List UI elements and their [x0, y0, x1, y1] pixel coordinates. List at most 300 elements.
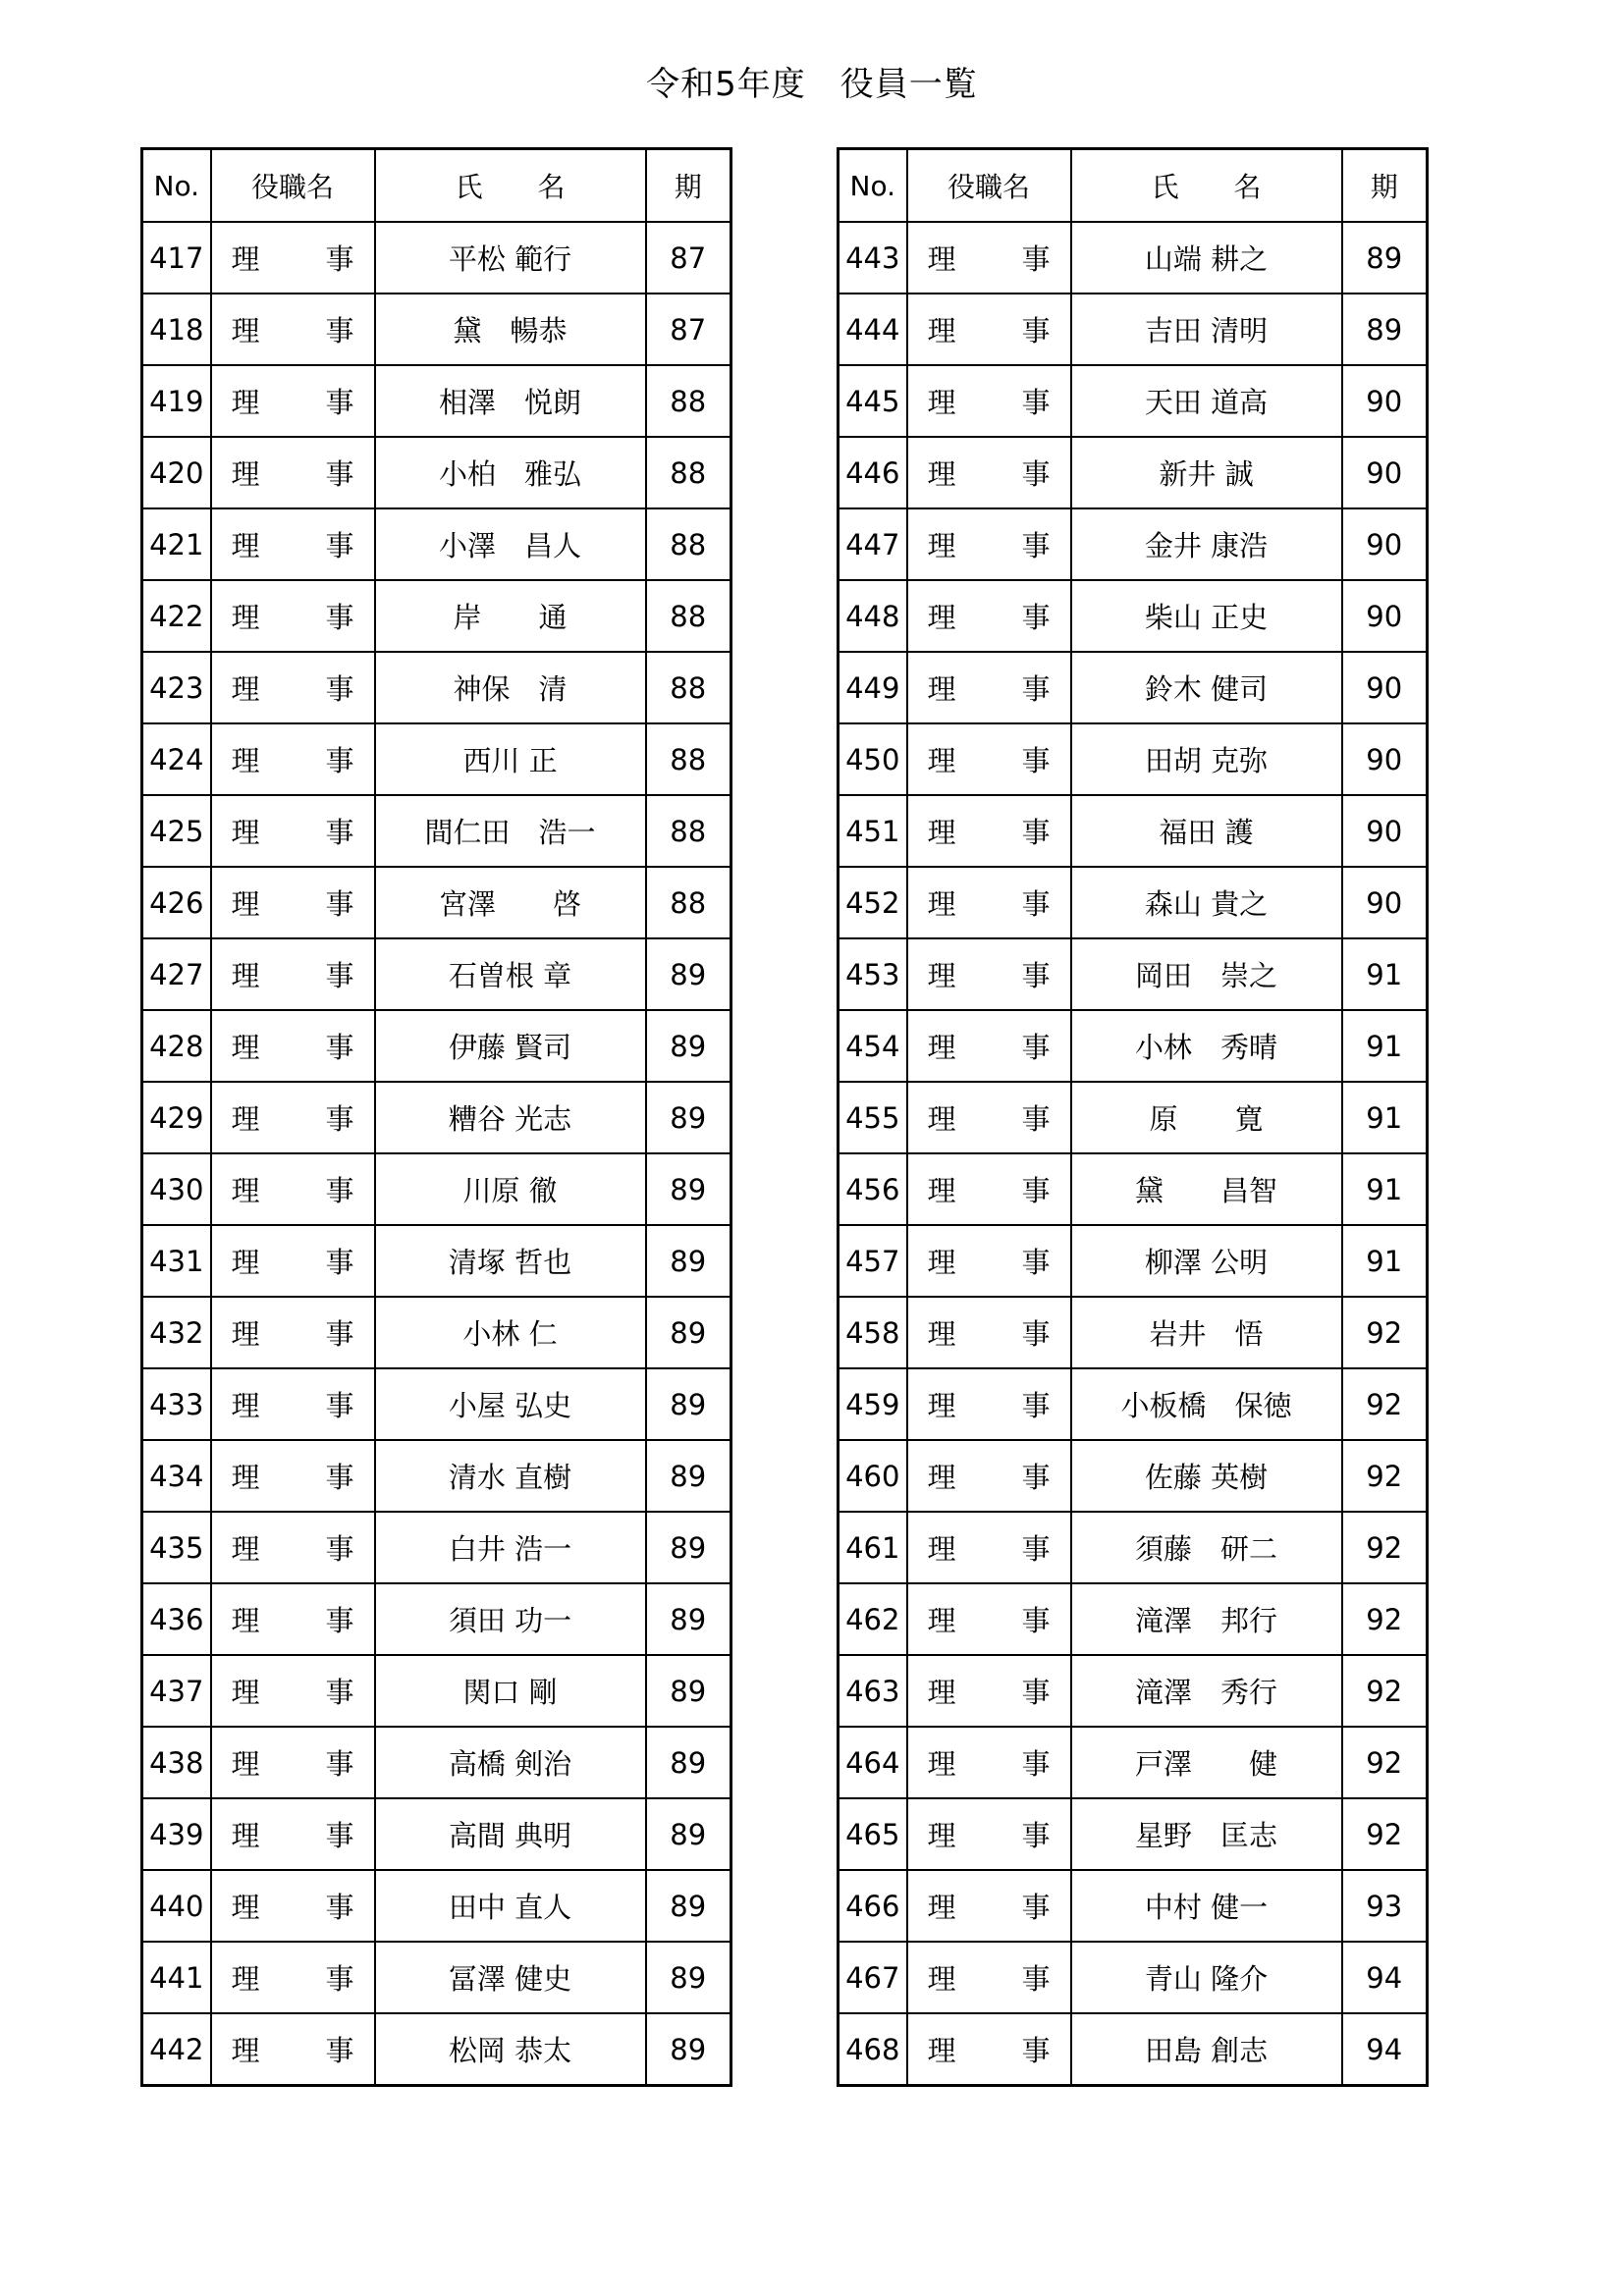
cell-role: [211, 867, 375, 938]
cell-name: 清塚 哲也: [375, 1225, 646, 1297]
role-char: 事: [1021, 1174, 1051, 1207]
role-char: 事: [325, 672, 354, 706]
cell-name: 須田 功一: [375, 1583, 646, 1655]
table-row: [142, 1440, 731, 1512]
table-row: [142, 1153, 731, 1225]
cell-term: 89: [646, 1010, 731, 1082]
role-char: 理: [231, 529, 260, 562]
role-char: 理: [927, 1389, 956, 1422]
table-row: [839, 508, 1428, 580]
role-char: 事: [1021, 1676, 1051, 1709]
cell-term: 89: [646, 1297, 731, 1368]
cell-no: 457: [839, 1225, 907, 1297]
cell-term: 92: [1342, 1512, 1428, 1583]
cell-no: 417: [142, 222, 211, 294]
cell-no: 429: [142, 1082, 211, 1153]
role-char: 理: [231, 314, 260, 347]
cell-term: 87: [646, 294, 731, 365]
role-char: 事: [1021, 1747, 1051, 1781]
cell-term: 89: [646, 1798, 731, 1870]
cell-term: 88: [646, 652, 731, 723]
role-char: 理: [231, 672, 260, 706]
cell-name: 森山 貴之: [1071, 867, 1342, 938]
table-row: [839, 2013, 1428, 2086]
cell-role: [907, 508, 1071, 580]
role-char: 理: [231, 1246, 260, 1279]
cell-name: 吉田 清明: [1071, 294, 1342, 365]
cell-no: 439: [142, 1798, 211, 1870]
role-char: 理: [927, 2034, 956, 2067]
cell-name: 須藤 研二: [1071, 1512, 1342, 1583]
role-char: 事: [325, 887, 354, 921]
cell-no: 425: [142, 795, 211, 867]
table-row: [839, 1798, 1428, 1870]
cell-term: 92: [1342, 1655, 1428, 1727]
table-row: [839, 1082, 1428, 1153]
table-row: [839, 580, 1428, 652]
table-row: [839, 1297, 1428, 1368]
role-char: 事: [1021, 1461, 1051, 1494]
table-row: [839, 1368, 1428, 1440]
role-char: 理: [231, 1031, 260, 1064]
cell-name: 星野 匡志: [1071, 1798, 1342, 1870]
cell-no: 465: [839, 1798, 907, 1870]
cell-role: [907, 1368, 1071, 1440]
cell-role: [211, 795, 375, 867]
cell-term: 90: [1342, 437, 1428, 508]
role-char: 事: [1021, 1246, 1051, 1279]
cell-role: [907, 1440, 1071, 1512]
cell-term: 88: [646, 437, 731, 508]
cell-role: [907, 1010, 1071, 1082]
cell-term: 89: [646, 1870, 731, 1942]
role-char: 理: [927, 601, 956, 634]
table-row: [142, 1655, 731, 1727]
cell-no: 443: [839, 222, 907, 294]
role-char: 理: [927, 1962, 956, 1996]
role-char: 事: [325, 1891, 354, 1924]
header-name: 氏 名: [1071, 149, 1342, 223]
cell-name: 新井 誠: [1071, 437, 1342, 508]
table-row: [142, 938, 731, 1010]
role-char: 理: [231, 1102, 260, 1136]
cell-name: 関口 剛: [375, 1655, 646, 1727]
cell-name: 伊藤 賢司: [375, 1010, 646, 1082]
cell-term: 88: [646, 365, 731, 437]
table-row: [839, 795, 1428, 867]
cell-role: [211, 365, 375, 437]
cell-term: 90: [1342, 652, 1428, 723]
cell-role: [907, 1082, 1071, 1153]
header-role: 役職名: [211, 149, 375, 223]
table-row: [839, 867, 1428, 938]
table-header-row: [839, 149, 1428, 223]
role-char: 事: [325, 744, 354, 777]
cell-name: 鈴木 健司: [1071, 652, 1342, 723]
role-char: 事: [325, 1102, 354, 1136]
table-row: [142, 1942, 731, 2013]
cell-name: 神保 清: [375, 652, 646, 723]
table-row: [142, 1870, 731, 1942]
cell-term: 89: [646, 1655, 731, 1727]
cell-term: 89: [1342, 222, 1428, 294]
cell-term: 88: [646, 723, 731, 795]
role-char: 事: [1021, 1604, 1051, 1637]
cell-role: [211, 1440, 375, 1512]
cell-no: 440: [142, 1870, 211, 1942]
cell-name: 田中 直人: [375, 1870, 646, 1942]
role-char: 事: [1021, 1819, 1051, 1852]
cell-term: 92: [1342, 1727, 1428, 1798]
cell-term: 89: [646, 1225, 731, 1297]
table-row: [839, 437, 1428, 508]
cell-name: 高橋 剣治: [375, 1727, 646, 1798]
role-char: 理: [231, 1676, 260, 1709]
header-no: No.: [142, 149, 211, 223]
role-char: 理: [927, 959, 956, 992]
role-char: 理: [231, 242, 260, 276]
cell-role: [907, 1512, 1071, 1583]
table-row: [142, 867, 731, 938]
cell-role: [907, 867, 1071, 938]
cell-no: 459: [839, 1368, 907, 1440]
cell-name: 白井 浩一: [375, 1512, 646, 1583]
cell-role: [211, 1153, 375, 1225]
role-char: 理: [927, 1532, 956, 1566]
role-char: 理: [231, 887, 260, 921]
role-char: 理: [927, 529, 956, 562]
role-char: 事: [1021, 2034, 1051, 2067]
cell-role: [907, 1727, 1071, 1798]
cell-no: 433: [142, 1368, 211, 1440]
cell-no: 421: [142, 508, 211, 580]
cell-name: 小板橋 保徳: [1071, 1368, 1342, 1440]
table-row: [839, 723, 1428, 795]
role-char: 理: [231, 1532, 260, 1566]
officer-table-left: [140, 147, 732, 2087]
cell-name: 田島 創志: [1071, 2013, 1342, 2086]
cell-name: 柴山 正史: [1071, 580, 1342, 652]
table-body: [839, 222, 1428, 2086]
role-char: 理: [927, 1246, 956, 1279]
cell-name: 川原 徹: [375, 1153, 646, 1225]
cell-term: 89: [646, 1368, 731, 1440]
role-char: 事: [325, 1819, 354, 1852]
cell-name: 黛 暢恭: [375, 294, 646, 365]
cell-term: 90: [1342, 795, 1428, 867]
cell-name: 佐藤 英樹: [1071, 1440, 1342, 1512]
table-row: [839, 1440, 1428, 1512]
cell-no: 464: [839, 1727, 907, 1798]
cell-name: 平松 範行: [375, 222, 646, 294]
table-row: [839, 294, 1428, 365]
cell-no: 442: [142, 2013, 211, 2086]
cell-name: 天田 道高: [1071, 365, 1342, 437]
header-name: 氏 名: [375, 149, 646, 223]
cell-name: 宮澤 啓: [375, 867, 646, 938]
cell-no: 456: [839, 1153, 907, 1225]
cell-term: 89: [646, 938, 731, 1010]
cell-name: 黛 昌智: [1071, 1153, 1342, 1225]
role-char: 理: [927, 1604, 956, 1637]
role-char: 事: [325, 601, 354, 634]
cell-no: 444: [839, 294, 907, 365]
cell-name: 田胡 克弥: [1071, 723, 1342, 795]
cell-name: 小林 秀晴: [1071, 1010, 1342, 1082]
cell-name: 小柏 雅弘: [375, 437, 646, 508]
cell-no: 460: [839, 1440, 907, 1512]
role-char: 事: [325, 386, 354, 419]
table-row: [142, 1512, 731, 1583]
cell-no: 466: [839, 1870, 907, 1942]
cell-term: 89: [646, 2013, 731, 2086]
cell-no: 422: [142, 580, 211, 652]
header-term: 期: [1342, 149, 1428, 223]
cell-no: 463: [839, 1655, 907, 1727]
cell-term: 90: [1342, 867, 1428, 938]
role-char: 事: [1021, 1891, 1051, 1924]
cell-name: 滝澤 秀行: [1071, 1655, 1342, 1727]
role-char: 事: [325, 1174, 354, 1207]
table-row: [142, 652, 731, 723]
cell-term: 90: [1342, 508, 1428, 580]
cell-no: 454: [839, 1010, 907, 1082]
role-char: 理: [927, 1102, 956, 1136]
cell-name: 金井 康浩: [1071, 508, 1342, 580]
cell-name: 小澤 昌人: [375, 508, 646, 580]
cell-name: 福田 護: [1071, 795, 1342, 867]
role-char: 理: [927, 1819, 956, 1852]
role-char: 事: [1021, 816, 1051, 849]
cell-term: 93: [1342, 1870, 1428, 1942]
cell-role: [907, 1655, 1071, 1727]
role-char: 事: [325, 1747, 354, 1781]
cell-term: 94: [1342, 2013, 1428, 2086]
role-char: 事: [325, 529, 354, 562]
cell-no: 435: [142, 1512, 211, 1583]
cell-term: 92: [1342, 1583, 1428, 1655]
cell-term: 91: [1342, 1082, 1428, 1153]
cell-no: 427: [142, 938, 211, 1010]
cell-no: 438: [142, 1727, 211, 1798]
cell-role: [211, 1583, 375, 1655]
cell-no: 455: [839, 1082, 907, 1153]
cell-no: 420: [142, 437, 211, 508]
table-row: [839, 1942, 1428, 2013]
role-char: 事: [325, 1532, 354, 1566]
cell-role: [211, 1942, 375, 2013]
role-char: 事: [325, 2034, 354, 2067]
cell-no: 436: [142, 1583, 211, 1655]
cell-role: [211, 1798, 375, 1870]
cell-name: 西川 正: [375, 723, 646, 795]
role-char: 事: [1021, 1532, 1051, 1566]
role-char: 理: [927, 1676, 956, 1709]
cell-role: [211, 508, 375, 580]
cell-term: 89: [1342, 294, 1428, 365]
cell-name: 清水 直樹: [375, 1440, 646, 1512]
cell-term: 90: [1342, 365, 1428, 437]
cell-role: [211, 652, 375, 723]
cell-role: [211, 294, 375, 365]
cell-term: 92: [1342, 1440, 1428, 1512]
header-term: 期: [646, 149, 731, 223]
cell-role: [211, 1082, 375, 1153]
table-row: [839, 1583, 1428, 1655]
role-char: 事: [1021, 887, 1051, 921]
cell-no: 448: [839, 580, 907, 652]
cell-no: 437: [142, 1655, 211, 1727]
cell-role: [907, 795, 1071, 867]
role-char: 理: [927, 672, 956, 706]
role-char: 理: [927, 1891, 956, 1924]
role-char: 理: [927, 1031, 956, 1064]
role-char: 理: [927, 887, 956, 921]
table-row: [142, 1297, 731, 1368]
cell-name: 岸 通: [375, 580, 646, 652]
role-char: 事: [325, 1031, 354, 1064]
cell-name: 間仁田 浩一: [375, 795, 646, 867]
table-row: [839, 1225, 1428, 1297]
cell-role: [907, 437, 1071, 508]
cell-role: [907, 652, 1071, 723]
cell-no: 423: [142, 652, 211, 723]
table-row: [839, 938, 1428, 1010]
cell-no: 449: [839, 652, 907, 723]
cell-no: 441: [142, 1942, 211, 2013]
role-char: 事: [325, 1962, 354, 1996]
cell-no: 467: [839, 1942, 907, 2013]
role-char: 理: [927, 744, 956, 777]
cell-role: [907, 1297, 1071, 1368]
cell-role: [907, 1153, 1071, 1225]
cell-role: [211, 938, 375, 1010]
cell-name: 中村 健一: [1071, 1870, 1342, 1942]
cell-no: 446: [839, 437, 907, 508]
cell-name: 石曽根 章: [375, 938, 646, 1010]
table-row: [142, 508, 731, 580]
cell-name: 岡田 崇之: [1071, 938, 1342, 1010]
cell-role: [907, 1583, 1071, 1655]
role-char: 事: [325, 1604, 354, 1637]
role-char: 事: [1021, 1317, 1051, 1351]
table-row: [839, 222, 1428, 294]
role-char: 事: [1021, 242, 1051, 276]
table-row: [839, 1010, 1428, 1082]
role-char: 理: [927, 457, 956, 491]
role-char: 理: [927, 816, 956, 849]
cell-no: 445: [839, 365, 907, 437]
cell-term: 89: [646, 1440, 731, 1512]
cell-no: 426: [142, 867, 211, 938]
cell-role: [907, 1225, 1071, 1297]
cell-term: 89: [646, 1727, 731, 1798]
role-char: 事: [325, 1317, 354, 1351]
cell-role: [211, 1727, 375, 1798]
officer-table-right: [837, 147, 1429, 2087]
cell-role: [907, 580, 1071, 652]
cell-term: 88: [646, 795, 731, 867]
role-char: 理: [231, 457, 260, 491]
role-char: 事: [325, 1246, 354, 1279]
cell-name: 小屋 弘史: [375, 1368, 646, 1440]
role-char: 理: [231, 1317, 260, 1351]
cell-role: [907, 938, 1071, 1010]
cell-term: 88: [646, 508, 731, 580]
role-char: 事: [325, 1389, 354, 1422]
table-row: [142, 1727, 731, 1798]
cell-term: 94: [1342, 1942, 1428, 2013]
role-char: 事: [1021, 314, 1051, 347]
role-char: 事: [1021, 1102, 1051, 1136]
role-char: 事: [1021, 1031, 1051, 1064]
cell-no: 447: [839, 508, 907, 580]
table-row: [839, 365, 1428, 437]
table-row: [142, 365, 731, 437]
table-row: [839, 1870, 1428, 1942]
role-char: 事: [325, 1676, 354, 1709]
cell-no: 419: [142, 365, 211, 437]
cell-term: 91: [1342, 938, 1428, 1010]
cell-name: 戸澤 健: [1071, 1727, 1342, 1798]
cell-no: 431: [142, 1225, 211, 1297]
role-char: 事: [1021, 386, 1051, 419]
role-char: 事: [1021, 959, 1051, 992]
cell-role: [211, 1225, 375, 1297]
cell-term: 89: [646, 1512, 731, 1583]
cell-no: 450: [839, 723, 907, 795]
role-char: 理: [927, 242, 956, 276]
cell-name: 山端 耕之: [1071, 222, 1342, 294]
role-char: 事: [325, 959, 354, 992]
table-row: [839, 1655, 1428, 1727]
cell-no: 458: [839, 1297, 907, 1368]
role-char: 理: [231, 1891, 260, 1924]
table-row: [839, 1153, 1428, 1225]
role-char: 理: [231, 1174, 260, 1207]
cell-term: 89: [646, 1583, 731, 1655]
cell-no: 452: [839, 867, 907, 938]
role-char: 理: [927, 1747, 956, 1781]
cell-term: 92: [1342, 1297, 1428, 1368]
role-char: 事: [1021, 1962, 1051, 1996]
cell-no: 461: [839, 1512, 907, 1583]
table-row: [142, 294, 731, 365]
role-char: 理: [231, 1461, 260, 1494]
cell-role: [211, 1655, 375, 1727]
cell-name: 滝澤 邦行: [1071, 1583, 1342, 1655]
cell-term: 91: [1342, 1010, 1428, 1082]
cell-term: 90: [1342, 723, 1428, 795]
cell-term: 92: [1342, 1368, 1428, 1440]
role-char: 理: [927, 1461, 956, 1494]
cell-term: 92: [1342, 1798, 1428, 1870]
role-char: 理: [927, 386, 956, 419]
cell-term: 89: [646, 1942, 731, 2013]
table-row: [839, 1512, 1428, 1583]
role-char: 事: [1021, 744, 1051, 777]
role-char: 事: [325, 314, 354, 347]
role-char: 事: [325, 457, 354, 491]
cell-term: 88: [646, 580, 731, 652]
cell-role: [211, 580, 375, 652]
cell-name: 原 寛: [1071, 1082, 1342, 1153]
cell-role: [907, 1942, 1071, 2013]
table-body: [142, 222, 731, 2086]
cell-no: 462: [839, 1583, 907, 1655]
cell-role: [907, 365, 1071, 437]
cell-term: 89: [646, 1082, 731, 1153]
